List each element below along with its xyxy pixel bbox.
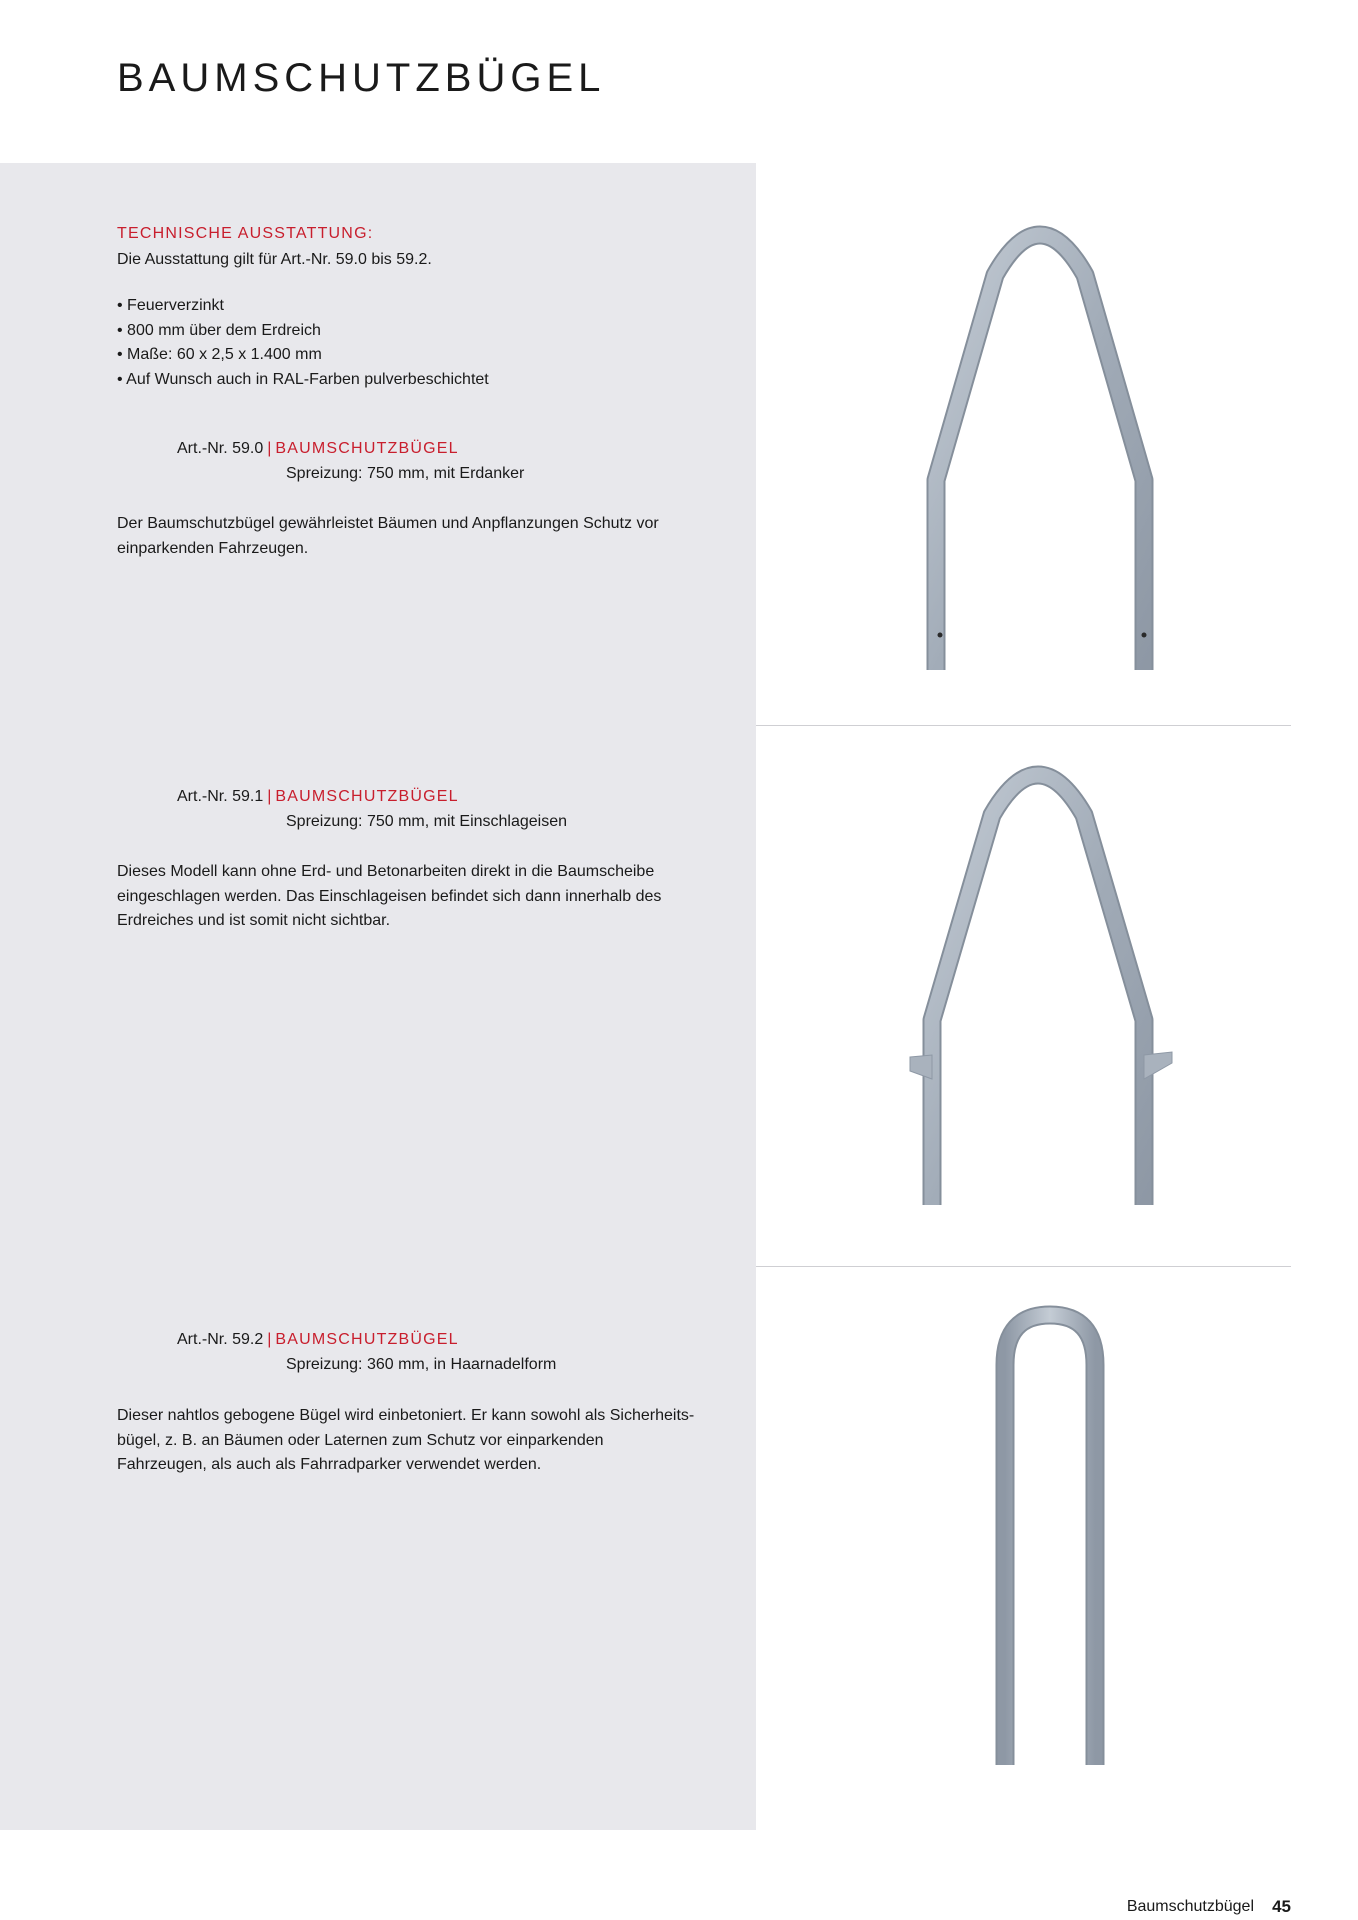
product-description: Der Baumschutzbügel gewährleistet Bäumen und Anpflanzungen Schutz vor einparkenden Fahrzeugen. [117,515,659,557]
product-photo-59-1 [890,755,1190,1215]
product-name: BAUMSCHUTZBÜGEL [275,440,459,457]
section-divider [756,725,1291,726]
footer-section-label: Baumschutzbügel [1126,1898,1254,1915]
article-number: Art.-Nr. 59.2 [177,1331,264,1348]
product-spec: Spreizung: 360 mm, in Haarnadelform [286,1356,557,1373]
product-spec: Spreizung: 750 mm, mit Erdanker [286,465,525,482]
feature-item: • 800 mm über dem Erdreich [117,321,321,339]
product-description: Dieser nahtlos gebogene Bügel wird einbetoniert. Er kann sowohl als Sicherheits-bügel, z. B. an Bäumen oder Laternen zum Schutz vor einparkenden Fahrzeugen, als auch als Fahrradparker verwendet werden. [117,1407,695,1473]
separator: | [267,788,272,805]
product-art-line [177,788,459,806]
product-name: BAUMSCHUTZBÜGEL [275,788,459,805]
product-art-line [177,440,459,458]
product-photo-59-0 [900,215,1180,675]
gray-panel [0,163,756,1830]
feature-list [117,294,489,392]
product-name: BAUMSCHUTZBÜGEL [275,1331,459,1348]
feature-item: • Auf Wunsch auch in RAL-Farben pulverbeschichtet [117,370,489,388]
section-divider [756,1266,1291,1267]
product-art-line [177,1331,459,1349]
page-title: BAUMSCHUTZBÜGEL [117,56,606,100]
page-number: 45 [1272,1897,1291,1916]
separator: | [267,1331,272,1348]
article-number: Art.-Nr. 59.1 [177,788,264,805]
article-number: Art.-Nr. 59.0 [177,440,264,457]
product-description: Dieses Modell kann ohne Erd- und Betonarbeiten direkt in die Baumscheibe eingeschlagen werden. Das Einschlageisen befindet sich dann innerhalb des Erdreiches und ist somit nicht sichtbar. [117,863,662,929]
technical-note: Die Ausstattung gilt für Art.-Nr. 59.0 bis 59.2. [117,251,432,268]
separator: | [267,440,272,457]
feature-item: • Maße: 60 x 2,5 x 1.400 mm [117,346,322,363]
product-photo-59-2 [975,1295,1125,1775]
feature-item: • Feuerverzinkt [117,297,224,314]
product-spec: Spreizung: 750 mm, mit Einschlageisen [286,813,568,830]
technical-heading: TECHNISCHE AUSSTATTUNG: [117,225,374,242]
